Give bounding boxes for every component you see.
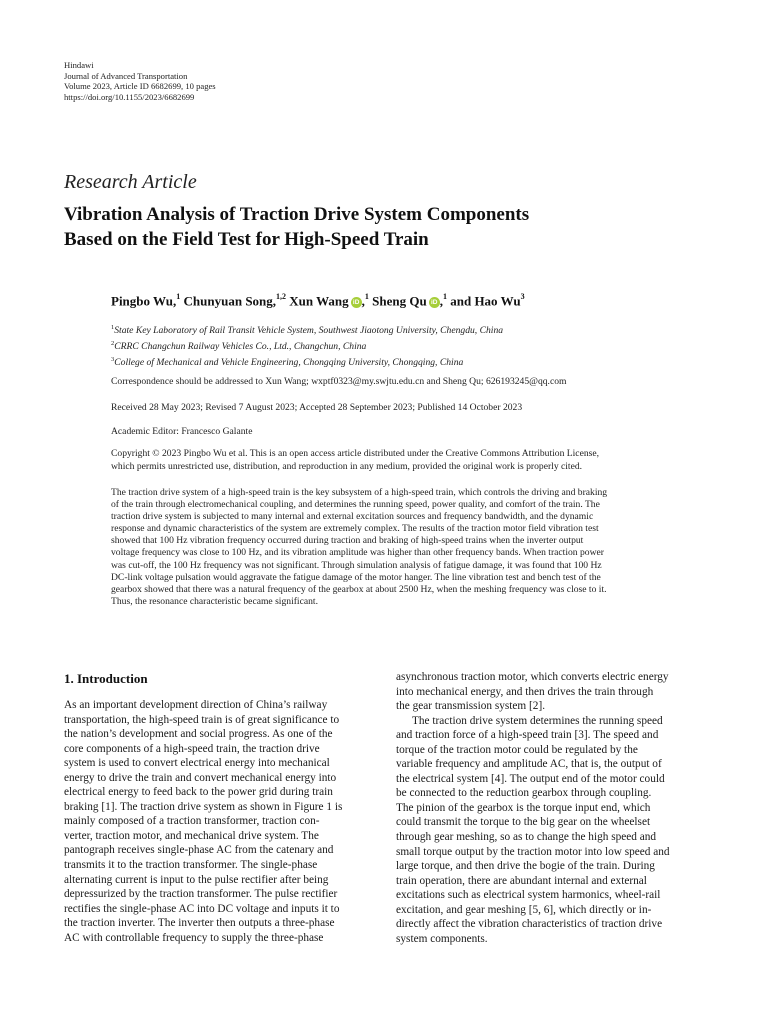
- body-line: the gear transmission system [2].: [396, 700, 546, 713]
- body-line: be connected to the reduction gearbox through coupling.: [396, 787, 652, 800]
- body-line: As an important development direction of China’s railway: [64, 699, 328, 711]
- doi-link[interactable]: https://doi.org/10.1155/2023/6682699: [64, 91, 195, 102]
- article-dates: Received 28 May 2023; Revised 7 August 2023; Accepted 28 September 2023; Published 14 October 2023: [111, 402, 523, 413]
- copyright-line: Copyright © 2023 Pingbo Wu et al. This is an open access article distributed under the Creative Commons Attribution License,: [111, 448, 600, 459]
- copyright-line: which permits unrestricted use, distribution, and reproduction in any medium, provided the original work is properly cited.: [111, 460, 583, 472]
- author-name: Chunyuan Song,: [183, 293, 277, 309]
- abstract-line: voltage frequency was close to 100 Hz, and its vibration amplitude was higher than other frequency bands. When traction power: [111, 547, 604, 559]
- affiliation-item: [111, 322, 503, 338]
- body-line: the traction inverter. The inverter then outputs a three-phase: [64, 917, 335, 930]
- body-line: variable frequency and amplitude AC, that is, the output of: [396, 758, 662, 771]
- body-line: system components.: [396, 932, 488, 945]
- academic-editor: Academic Editor: Francesco Galante: [111, 426, 253, 437]
- body-line: The traction drive system determines the running speed: [412, 714, 663, 727]
- body-column-right: [396, 670, 706, 946]
- body-column-left: [64, 698, 374, 945]
- affiliation-mark: 1: [111, 324, 115, 331]
- abstract-line: showed that 100 Hz vibration frequency occurred during traction and braking of high-speed trains when the inverter output: [111, 535, 584, 547]
- body-line: large torque, and then drive the bogie of the train. During: [396, 860, 655, 873]
- journal-header: [64, 60, 216, 102]
- author-affiliation-mark: 1: [176, 292, 181, 301]
- affiliation-item: [111, 354, 503, 370]
- body-line: could transmit the torque to the big gear on the wheelset: [396, 816, 651, 829]
- body-line: through gear meshing, so as to change the high speed and: [396, 831, 657, 844]
- affiliation-mark: 3: [111, 355, 115, 363]
- author-affiliation-mark: 1: [442, 292, 447, 301]
- abstract-line: DC-link voltage pulsation would aggravate the fatigue damage of the motor hanger. The line vibration test and bench test of the: [111, 571, 601, 583]
- body-line: asynchronous traction motor, which converts electric energy: [396, 671, 669, 683]
- affiliations: [111, 322, 503, 369]
- affiliation-text: College of Mechanical and Vehicle Engineering, Chongqing University, Chongqing, China: [114, 356, 464, 368]
- body-line: system is used to convert electrical energy into mechanical: [64, 757, 330, 770]
- body-line: verter, traction motor, and mechanical drive system. The: [64, 829, 319, 842]
- section-heading: 1. Introduction: [64, 671, 148, 686]
- body-line: mainly composed of a traction transformer, traction con-: [64, 815, 320, 828]
- body-line: alternating current is input to the pulse rectifier after being: [64, 873, 329, 886]
- abstract-line: of the train through electromechanical coupling, and determines the running speed, power quality, and comfort of the train. The: [111, 499, 600, 511]
- author-name: and Hao Wu: [450, 293, 521, 309]
- affiliation-text: CRRC Changchun Railway Vehicles Co., Ltd., Changchun, China: [114, 340, 367, 352]
- author-affiliation-mark: 3: [520, 292, 525, 301]
- author-name: Sheng Qu: [372, 293, 427, 309]
- body-line: transportation, the high-speed train is of great significance to: [64, 713, 340, 726]
- abstract-line: traction drive system is subjected to many internal and external excitation sources and frequency bandwidth, and the dynamic: [111, 511, 594, 523]
- body-line: transmits it to the traction transformer. The single-phase: [64, 859, 318, 872]
- body-line: train operation, there are abundant internal and external: [396, 874, 647, 887]
- correspondence: Correspondence should be addressed to Xun Wang; wxptf0323@my.swjtu.edu.cn and Sheng Qu; 626193245@qq.com: [111, 376, 567, 387]
- publisher-name: Hindawi: [64, 60, 94, 70]
- body-line: pantograph receives single-phase AC from the catenary and: [64, 844, 334, 857]
- body-line: braking [1]. The traction drive system as shown in Figure 1 is: [64, 800, 343, 813]
- body-line: the nation’s development and social progress. As one of the: [64, 728, 333, 741]
- body-line: the electrical system [4]. The output end of the motor could: [396, 772, 665, 785]
- body-line: excitation, and gear meshing [5, 6], which directly or in-: [396, 903, 652, 916]
- journal-name: Journal of Advanced Transportation: [64, 70, 188, 81]
- body-line: torque of the traction motor could be regulated by the: [396, 743, 638, 756]
- abstract-line: was cut-off, the 100 Hz frequency was not significant. Through simulation analysis of fatigue damage, it was found that 100 Hz: [111, 559, 602, 571]
- author-list: Pingbo Wu,$^1$ Chunyuan Song,$^{1,2}$ Xun Wang iD ,$^1$ Sheng Qu iD ,$^1$ and Hao Wu$^3$: [111, 292, 525, 309]
- abstract-line: gearbox showed that there was a natural frequency of the gearbox at about 2500 Hz, when the meshing frequency was close to it.: [111, 583, 607, 595]
- article-title: [64, 203, 704, 252]
- author-name: Xun Wang: [289, 293, 349, 309]
- author-affiliation-mark: 1,2: [276, 292, 287, 301]
- affiliation-item: [111, 338, 503, 354]
- article-type: Research Article: [64, 171, 197, 193]
- title-line: Based on the Field Test for High-Speed Train: [64, 228, 429, 250]
- body-line: into mechanical energy, and then drives the train through: [396, 685, 654, 698]
- body-line: depressurized by the traction transformer. The pulse rectifier: [64, 888, 338, 901]
- title-line: Vibration Analysis of Traction Drive System Components: [64, 204, 530, 225]
- abstract-line: Thus, the resonance characteristic became significant.: [111, 595, 318, 607]
- body-line: excitations such as electrical system harmonics, wheel-rail: [396, 889, 661, 902]
- body-line: The pinion of the gearbox is the torque input end, which: [396, 801, 651, 814]
- affiliation-mark: 2: [111, 339, 115, 347]
- body-line: and traction force of a high-speed train [3]. The speed and: [396, 729, 659, 742]
- abstract: [111, 487, 711, 608]
- body-line: electrical energy to feed back to the power grid during train: [64, 786, 333, 799]
- body-line: core components of a high-speed train, the traction drive: [64, 742, 320, 755]
- affiliation-text: State Key Laboratory of Rail Transit Vehicle System, Southwest Jiaotong University, Chengdu, China: [114, 325, 504, 337]
- author-name: Pingbo Wu,: [111, 293, 177, 309]
- orcid-icon[interactable]: iD: [351, 297, 362, 308]
- abstract-line: The traction drive system of a high-speed train is the key subsystem of a high-speed train, which controls the driving and braking: [111, 487, 608, 498]
- author-affiliation-mark: 1: [364, 292, 369, 301]
- orcid-icon[interactable]: iD: [429, 297, 440, 308]
- body-line: energy to drive the train and convert mechanical energy into: [64, 771, 337, 784]
- body-line: small torque output by the traction motor into low speed and: [396, 845, 670, 858]
- abstract-line: response and dynamic characteristics of the system are extremely complex. The results of the traction motor field vibration test: [111, 523, 599, 535]
- body-line: AC with controllable frequency to supply the three-phase: [64, 931, 324, 944]
- body-line: directly affect the vibration characteristics of traction drive: [396, 918, 663, 931]
- copyright-notice: [111, 448, 711, 473]
- body-line: rectifies the single-phase AC into DC voltage and inputs it to: [64, 902, 340, 915]
- volume-info: Volume 2023, Article ID 6682699, 10 pages: [64, 81, 216, 92]
